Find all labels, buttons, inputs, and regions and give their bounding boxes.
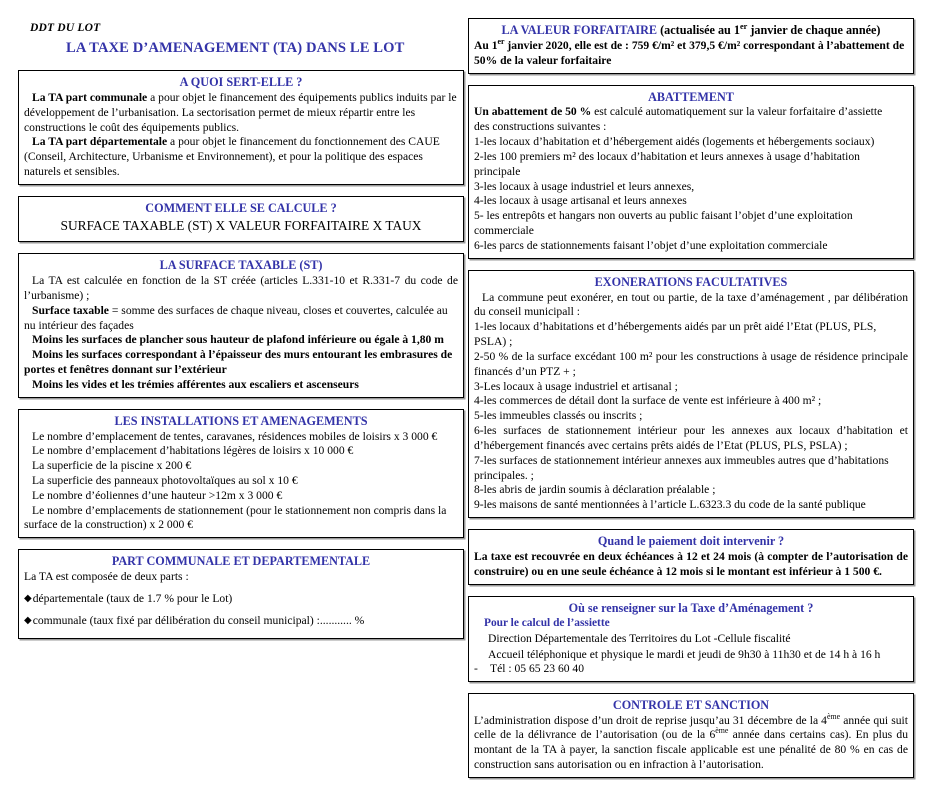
document-title: LA TAXE D’AMENAGEMENT (TA) DANS LE LOT — [66, 40, 405, 56]
heading-suffix-post: janvier de chaque année) — [747, 23, 881, 37]
list-item: 5-les immeubles classés ou inscrits ; — [474, 409, 643, 423]
masthead — [18, 0, 464, 57]
list-item: 3-Les locaux à usage industriel et artisanal ; — [474, 379, 678, 393]
text-moins-2: les surfaces correspondant à l’épaisseur des murs entourant les embrasures de portes et fenêtres donnant sur l’extérieur — [24, 348, 453, 376]
section-heading: LA SURFACE TAXABLE (ST) — [159, 258, 323, 273]
section-heading: Où se renseigner sur la Taxe d’Aménagement ? — [568, 600, 814, 615]
abattement-intro-line2: des constructions suivantes : — [474, 120, 607, 134]
spacer — [24, 607, 458, 614]
heading-suffix-pre: (actualisée au 1 — [657, 23, 740, 37]
section-heading: LES INSTALLATIONS ET AMENAGEMENTS — [114, 413, 368, 428]
spacer — [24, 585, 458, 592]
list-item: Le nombre d’emplacement de tentes, caravanes, résidences mobiles de loisirs x 3 000 € — [32, 429, 438, 443]
lead-part-departementale: La TA part départementale — [32, 135, 168, 149]
list-item: 2-les 100 premiers m² des locaux d’habitation et leurs annexes à usage d’habitation principale — [474, 149, 860, 178]
list-item: 1-les locaux d’habitation et d’hébergement aidés (logements et hébergements sociaux) — [474, 135, 875, 149]
paragraph-part-departementale — [24, 135, 458, 179]
section-comment-elle-se-calcule — [18, 196, 464, 242]
list-item: 2-50 % de la surface excédant 100 m² pour les constructions à usage de résidence principale financés d’un PTZ + ; — [474, 349, 908, 378]
dash-bullet-icon: - — [474, 661, 478, 675]
diamond-bullet-icon: ◆ — [24, 614, 32, 626]
lead-moins-2: Moins — [32, 348, 63, 362]
section-abattement — [468, 85, 914, 259]
lead-moins-1: Moins — [32, 333, 63, 347]
section-installations-amenagements — [18, 409, 464, 539]
surface-taxable-deduction-3 — [24, 378, 458, 393]
text-moins-1: les surfaces de plancher sous hauteur de plafond inférieure ou égale à 1,80 m — [62, 333, 444, 347]
bullet-departementale — [24, 592, 458, 607]
section-part-communale-departementale — [18, 549, 464, 638]
section-controle-sanction — [468, 693, 914, 778]
surface-taxable-deduction-1 — [24, 333, 458, 348]
controle-ordinal-sup-2: ème — [715, 726, 729, 736]
renseignement-service: Direction Départementale des Territoires du Lot -Cellule fiscalité — [488, 632, 791, 646]
left-column — [18, 0, 464, 650]
list-item: La superficie de la piscine x 200 € — [32, 459, 192, 473]
bullet-communale — [24, 614, 458, 629]
section-la-surface-taxable — [18, 253, 464, 398]
section-heading: Quand le paiement doit intervenir ? — [597, 533, 785, 548]
section-heading: ABATTEMENT — [648, 89, 734, 104]
renseignement-telephone: Tél : 05 65 23 60 40 — [490, 661, 585, 675]
section-heading: CONTROLE ET SANCTION — [612, 697, 770, 712]
list-item: Le nombre d’emplacement d’habitations légères de loisirs x 10 000 € — [32, 444, 354, 458]
controle-text-part1: L’administration dispose d’un droit de reprise jusqu’au 31 décembre de la 4 — [474, 713, 827, 727]
list-item: 5- les entrepôts et hangars non ouverts au public faisant l’objet d’une exploitation commerciale — [474, 209, 853, 238]
section-valeur-forfaitaire — [468, 18, 914, 74]
paragraph-part-communale — [24, 91, 458, 135]
list-item: 4-les locaux à usage artisanal et leurs annexes — [474, 194, 687, 208]
lead-moins-3: Moins — [32, 377, 63, 391]
controle-text-part3: année dans certains cas). En plus du montant de la TA à payer, la sanction fiscale applicable est une pénalité de 80 % en cas de construction sans autorisation ou en infraction à l’autorisation. — [474, 728, 909, 771]
heading-ordinal-sup: er — [739, 21, 748, 31]
section-heading: A QUOI SERT-ELLE ? — [179, 75, 303, 89]
renseignement-subheading: Pour le calcul de l’assiette — [484, 617, 610, 630]
parts-intro: La TA est composée de deux parts : — [24, 570, 189, 584]
organisation-name: DDT DU LOT — [30, 22, 101, 34]
text-part-departementale: a pour objet le financement du fonctionnement des CAUE (Conseil, Architecture, Urbanisme et Environnement), et pour la politique des espaces naturels et sensibles. — [24, 135, 440, 179]
section-exonerations-facultatives — [468, 270, 914, 518]
list-item: 1-les locaux d’habitations et d’hébergements aidés par un prêt aidé l’Etat (PLUS, PLS, PSLA) ; — [474, 320, 877, 349]
controle-text-part2: année qui suit celle de la délivrance de l’autorisation (ou de la 6 — [474, 713, 908, 742]
abattement-intro — [474, 105, 908, 120]
list-item: 6-les surfaces de stationnement intérieur pour les annexes aux locaux d’habitation et d’hébergement financés avec certains prêts aidés de l’Etat (PLUS, PLS, PSLA) ; — [474, 424, 908, 452]
list-item: Le nombre d’emplacements de stationnement (pour le stationnement non compris dans la surface de la construction) x 2 000 € — [24, 503, 447, 532]
text-surface-taxable: = somme des surfaces de chaque niveau, closes et couvertes, calculée au nu intérieur des façades — [24, 303, 448, 332]
list-item: 4-les commerces de détail dont la surface de vente est inférieure à 400 m² ; — [474, 394, 822, 408]
surface-taxable-definition: La TA est calculée en fonction de la ST créée (articles L.331-10 et R.331-7 du code de l’urbanisme) ; — [24, 274, 458, 302]
bullet-communale-label: communale (taux fixé par délibération du conseil municipal) :........... % — [32, 613, 365, 627]
heading-valeur-forfaitaire: LA VALEUR FORFAITAIRE — [501, 23, 658, 37]
renseignement-telephone-row — [474, 662, 908, 677]
value-line-ordinal-sup: er — [497, 37, 505, 47]
section-heading: EXONERATIONS FACULTATIVES — [594, 274, 788, 289]
section-heading: COMMENT ELLE SE CALCULE ? — [145, 200, 337, 215]
text-part-communale: a pour objet le financement des équipements publics induits par le développement de l’urbanisation. La sectorisation permet de mieux répartir entre les constructions le coût des équipements publics. — [24, 90, 457, 134]
list-item: 6-les parcs de stationnements faisant l’objet d’une exploitation commerciale — [474, 238, 828, 252]
diamond-bullet-icon: ◆ — [24, 593, 32, 605]
list-item: 7-les surfaces de stationnement intérieur annexes aux immeubles autres que d’habitations principales. ; — [474, 453, 889, 482]
list-item: Le nombre d’éoliennes d’une hauteur >12m x 3 000 € — [32, 488, 283, 502]
section-a-quoi-sert-elle — [18, 70, 464, 185]
renseignement-horaires: Accueil téléphonique et physique le mardi et jeudi de 9h30 à 11h30 et de 14 h à 16 h — [488, 647, 881, 661]
list-item: 8-les abris de jardin soumis à déclaration préalable ; — [474, 483, 716, 497]
section-heading: PART COMMUNALE ET DEPARTEMENTALE — [111, 554, 371, 569]
abattement-intro-bold: Un abattement de 50 % — [474, 105, 592, 119]
controle-sanction-text — [474, 711, 909, 773]
surface-taxable-deduction-2 — [24, 348, 458, 378]
list-item: La superficie des panneaux photovoltaïques au sol x 10 € — [32, 474, 298, 487]
lead-part-communale: La TA part communale — [32, 90, 148, 104]
controle-ordinal-sup-1: ème — [826, 711, 841, 721]
list-item: 3-les locaux à usage industriel et leurs annexes, — [474, 179, 695, 193]
bullet-departementale-label: départementale (taux de 1.7 % pour le Lot) — [32, 592, 233, 606]
formula-text: SURFACE TAXABLE (ST) X VALEUR FORFAITAIRE X TAUX — [60, 217, 422, 233]
list-item: 9-les maisons de santé mentionnées à l’article L.6323.3 du code de la santé publique — [474, 498, 866, 512]
value-line-pre: Au 1 — [474, 38, 498, 52]
right-column — [468, 0, 914, 789]
valeur-forfaitaire-value-line — [474, 39, 908, 69]
text-moins-3: les vides et les trémies afférentes aux escaliers et ascenseurs — [62, 377, 359, 391]
exonerations-intro: La commune peut exonérer, en tout ou partie, de la taxe d’aménagement , par délibération du conseil municipall : — [474, 290, 908, 319]
abattement-intro-rest: est calculé automatiquement sur la valeur forfaitaire d’assiette — [591, 105, 883, 119]
section-ou-se-renseigner — [468, 596, 914, 682]
section-heading — [474, 23, 908, 38]
value-line-post: janvier 2020, elle est de : 759 €/m² et 379,5 €/m² correspondant à l’abattement de 50% de la valeur forfaitaire — [474, 38, 905, 67]
lead-surface-taxable: Surface taxable — [32, 303, 109, 317]
paiement-text: La taxe est recouvrée en deux échéances à 12 et 24 mois (à compter de l’autorisation de construire) ou en une seule échéance à 12 mois si le montant est inférieur à 1 500 €. — [474, 549, 908, 578]
surface-taxable-formula — [24, 304, 458, 334]
section-quand-paiement — [468, 529, 914, 585]
